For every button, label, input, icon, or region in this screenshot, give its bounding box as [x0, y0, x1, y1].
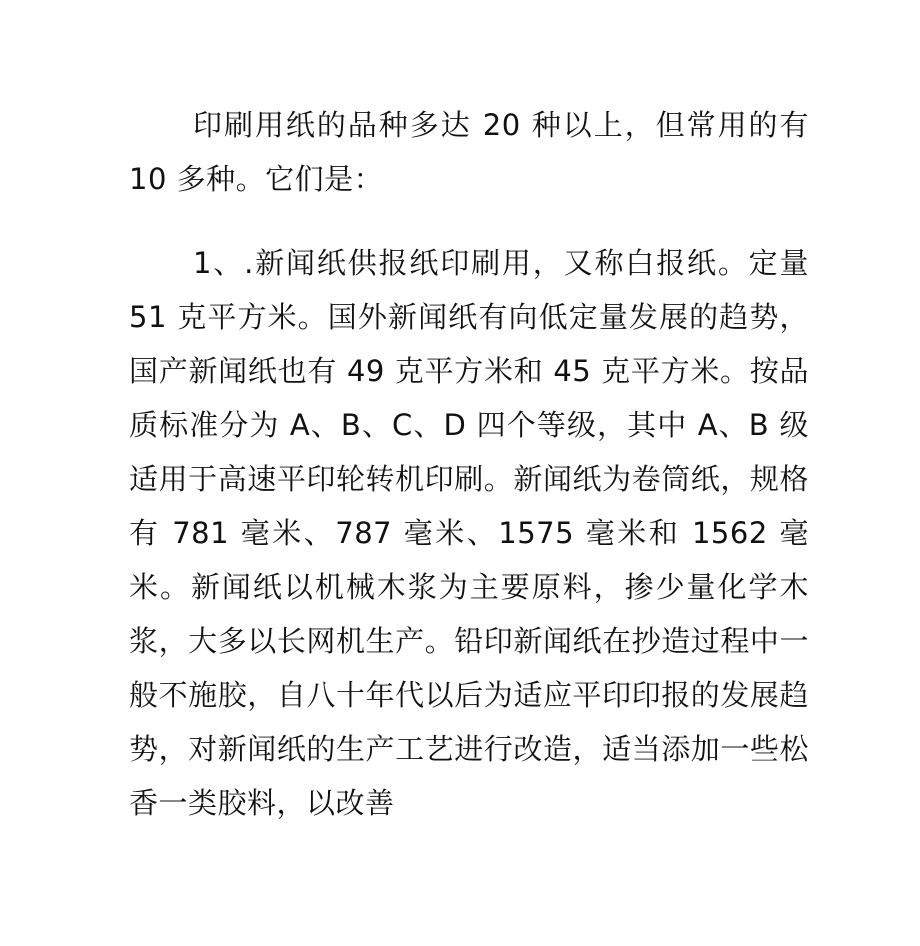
- intro-paragraph: 印刷用纸的品种多达 20 种以上，但常用的有 10 多种。它们是：: [129, 108, 809, 196]
- newsprint-paragraph: 1、.新闻纸供报纸印刷用，又称白报纸。定量 51 克平方米。国外新闻纸有向低定量发展的趋势，国产新闻纸也有 49 克平方米和 45 克平方米。按品质标准分为 A、B、C、D 四个等级，其中 A、B 级适用于高速平印轮转机印刷。新闻纸为卷筒纸，规格有 781 毫米、787 毫米、1575 毫米和 1562 毫米。新闻纸以机械木浆为主要原料，掺少量化学木浆，大多以长网机生产。铅印新闻纸在抄造过程中一般不施胶，自八十年代以后为适应平印印报的发展趋势，对新闻纸的生产工艺进行改造，适当添加一些松香一类胶料，以改善: [129, 246, 809, 820]
